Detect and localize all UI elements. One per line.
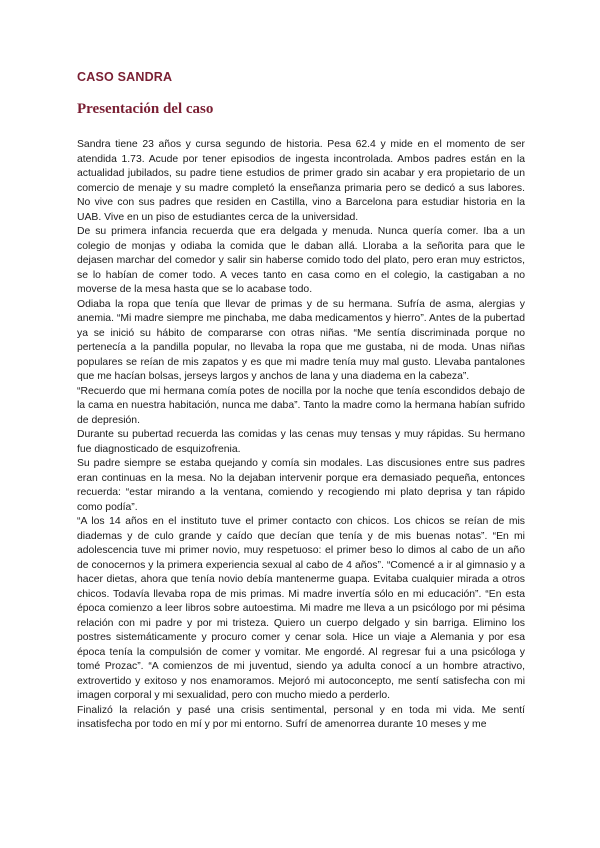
paragraph: “Recuerdo que mi hermana comía potes de nocilla por la noche que tenía escondidos debajo de la cama en nuestra habitación, nunca me daba”. Tanto la madre como la hermana habían sufrido de depresión.	[77, 385, 525, 426]
case-body-text	[77, 138, 525, 733]
document-title: CASO SANDRA	[77, 70, 173, 84]
paragraph: Odiaba la ropa que tenía que llevar de primas y de su hermana. Sufría de asma, alergias y anemia. “Mi madre siempre me pinchaba, me daba medicamentos y hierro”. Antes de la pubertad ya se inició su hábito de compararse con otras niñas. “Me sentía discriminada porque no pertenecía a la pandilla popular, no llevaba la ropa que me gustaba, ni de moda. Unas niñas populares se reían de mis zapatos y es que mi madre tenía muy mal gusto. Llevaba pantalones que me hacían bolsas, jerseys largos y anchos de lana y una diadema en la cabeza”.	[77, 298, 525, 382]
paragraph: De su primera infancia recuerda que era delgada y menuda. Nunca quería comer. Iba a un colegio de monjas y odiaba la comida que le daban allá. Lloraba a la señorita para que le dejasen marchar del comedor y salir sin haberse comido todo del plato, pero eran muy estrictos, se lo habían de comer todo. A veces tanto en casa como en el colegio, la castigaban a no moverse de la mesa hasta que se lo acabase todo.	[77, 226, 525, 295]
paragraph: “A los 14 años en el instituto tuve el primer contacto con chicos. Los chicos se reían de mis diademas y de culo grande y caído que decían que tenía y de mis buenas notas”. “En mi adolescencia tuve mi primer novio, muy respetuoso: el primer beso lo dimos al cabo de un año de conocernos y la primera experiencia sexual al cabo de 4 años”. “Comencé a ir al gimnasio y a hacer dietas, ahora que tenía novio debía mantenerme guapa. Evitaba cualquier mirada a otros chicos. Todavía llevaba ropa de mis primas. Mi madre invertía sólo en mi educación”. “En esta época comienzo a leer libros sobre autoestima. Mi madre me lleva a un psicólogo por mi pésima relación con mi padre y por mi tristeza. Quiero un cuerpo delgado y sin barriga. Elimino los postres sistemáticamente y procuro comer y cenar sola. Hice un viaje a Alemania y por esa época tenía la compulsión de comer y vomitar. Me engordé. Al regresar fui a una psicóloga y tomé Prozac”. “A comienzos de mi juventud, siendo ya adulta conocí a un hombre atractivo, extrovertido y exitoso y nos enamoramos. Mejoró mi autoconcepto, me sentí satisfecha con mi imagen corporal y mi sexualidad, pero con mucho miedo a perderlo.	[77, 516, 525, 701]
paragraph: Finalizó la relación y pasé una crisis sentimental, personal y en toda mi vida. Me sentí insatisfecha por todo en mí y por mi entorno. Sufrí de amenorrea durante 10 meses y me	[77, 704, 525, 730]
paragraph: Su padre siempre se estaba quejando y comía sin modales. Las discusiones entre sus padres eran continuas en la mesa. No la dejaban intervenir porque era demasiado pequeña, entonces recuerda: “estar mirando a la ventana, comiendo y recogiendo mi plato deprisa y tan rápido como podía”.	[77, 458, 525, 513]
section-heading: Presentación del caso	[77, 101, 214, 117]
paragraph: Sandra tiene 23 años y cursa segundo de historia. Pesa 62.4 y mide en el momento de ser atendida 1.73. Acude por tener episodios de ingesta incontrolada. Ambos padres están en la actualidad jubilados, su padre tiene estudios de primer grado sin acabar y era propietario de un comercio de menaje y su madre completó la enseñanza primaria pero se dedicó a sus labores. No vive con sus padres que residen en Castilla, vino a Barcelona para estudiar historia en la UAB. Vive en un piso de estudiantes cerca de la universidad.	[77, 139, 525, 223]
paragraph: Durante su pubertad recuerda las comidas y las cenas muy tensas y muy rápidas. Su hermano fue diagnosticado de esquizofrenia.	[77, 429, 525, 455]
